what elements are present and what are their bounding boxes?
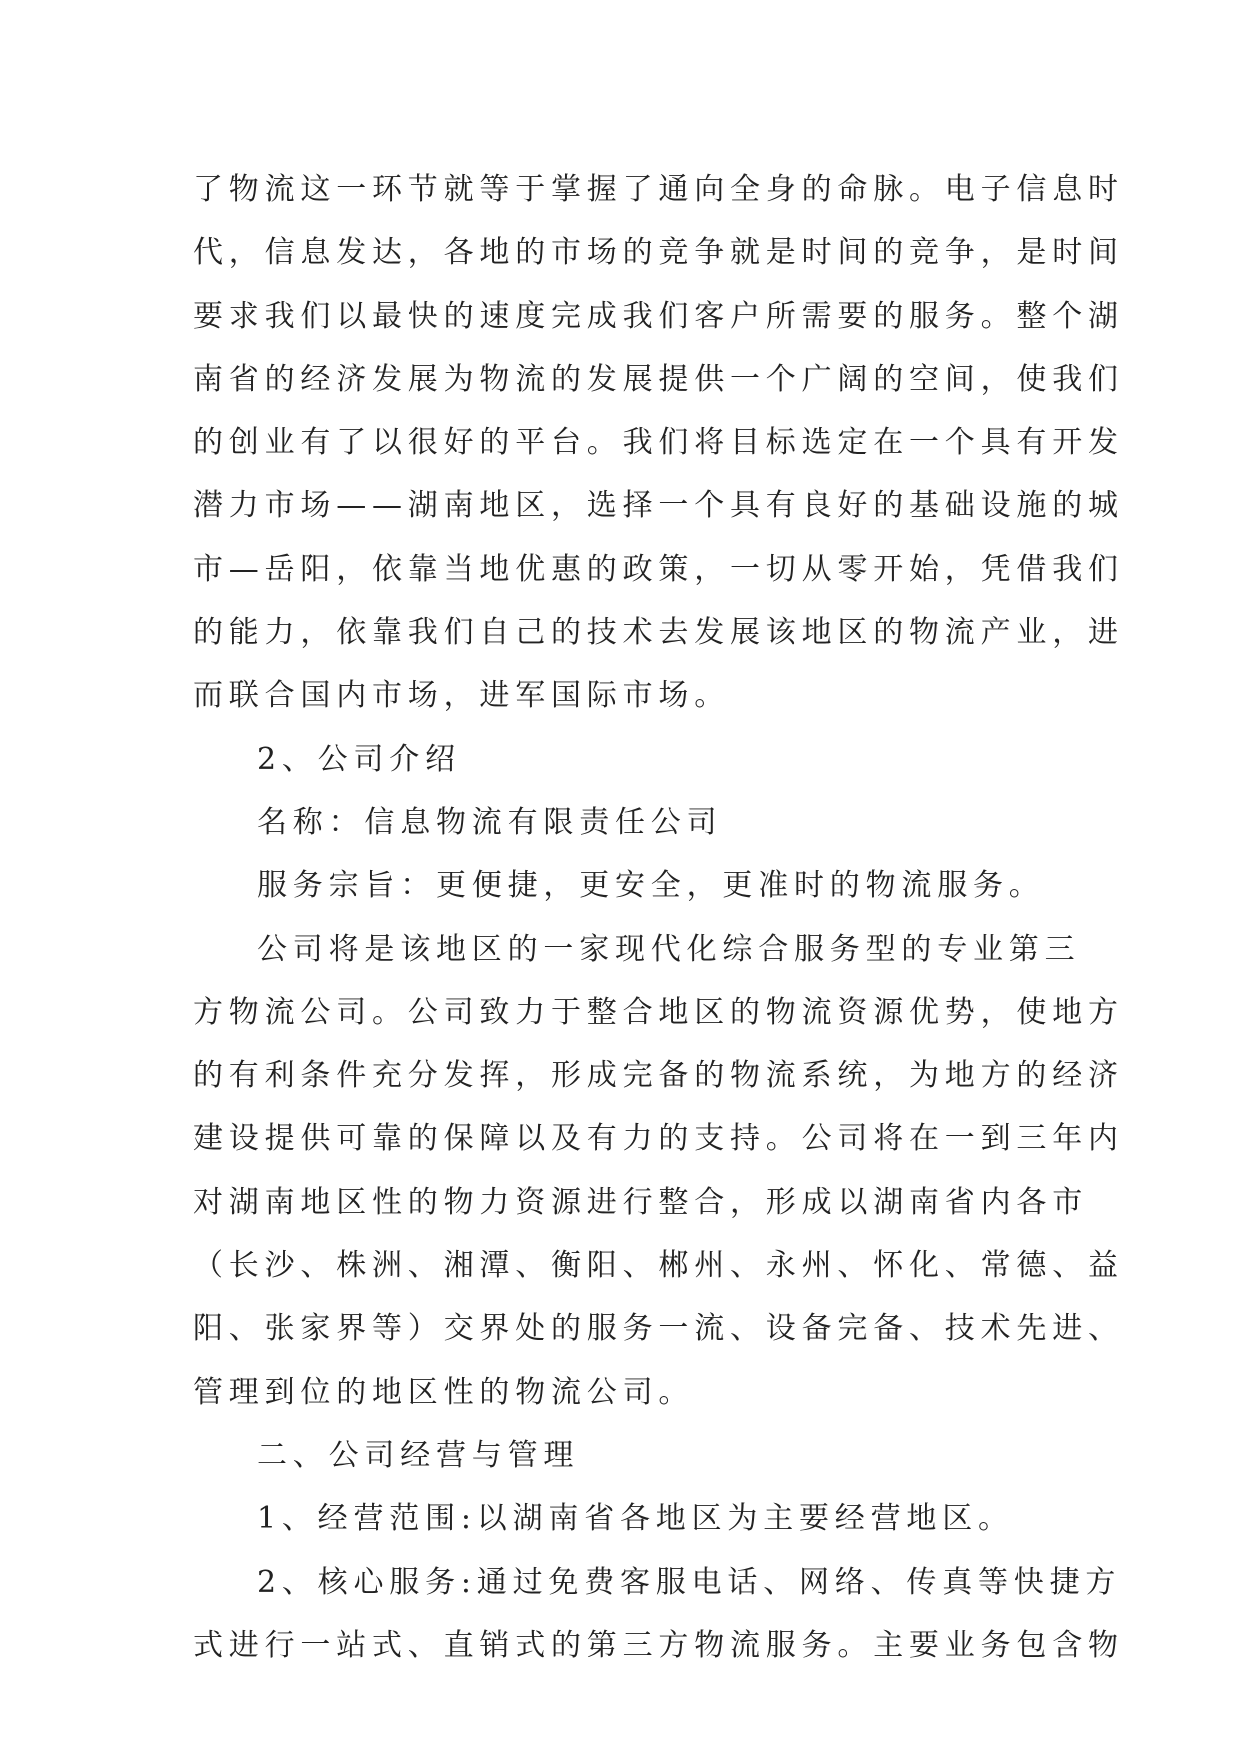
text-line: 对湖南地区性的物力资源进行整合，形成以湖南省内各市 <box>193 1184 1088 1220</box>
text-line: 的能力，依靠我们自己的技术去发展该地区的物流产业，进 <box>193 615 1124 651</box>
text-line: 市—岳阳，依靠当地优惠的政策，一切从零开始，凭借我们 <box>193 551 1124 587</box>
text-line: 式进行一站式、直销式的第三方物流服务。主要业务包含物 <box>193 1627 1124 1663</box>
text-line: （长沙、株洲、湘潭、衡阳、郴州、永州、怀化、常德、益 <box>193 1248 1124 1284</box>
text-line: 要求我们以最快的速度完成我们客户所需要的服务。整个湖 <box>193 298 1124 334</box>
text-line: 了物流这一环节就等于掌握了通向全身的命脉。电子信息时 <box>193 172 1124 207</box>
text-line: 2、公司介绍 <box>257 741 461 777</box>
text-line: 南省的经济发展为物流的发展提供一个广阔的空间，使我们 <box>193 361 1124 397</box>
text-line: 公司将是该地区的一家现代化综合服务型的专业第三 <box>257 931 1081 967</box>
text-line: 建设提供可靠的保障以及有力的支持。公司将在一到三年内 <box>193 1121 1124 1157</box>
text-line: 阳、张家界等）交界处的服务一流、设备完备、技术先进、 <box>193 1311 1124 1347</box>
text-line: 名称：信息物流有限责任公司 <box>257 804 723 840</box>
text-line: 2、核心服务:通过免费客服电话、网络、传真等快捷方 <box>257 1564 1122 1600</box>
text-line: 代，信息发达，各地的市场的竞争就是时间的竞争，是时间 <box>193 235 1124 271</box>
document-body <box>193 158 1124 1677</box>
text-line: 服务宗旨：更便捷，更安全，更准时的物流服务。 <box>257 868 1045 904</box>
text-line: 潜力市场——湖南地区，选择一个具有良好的基础设施的城 <box>193 488 1124 524</box>
text-line: 而联合国内市场，进军国际市场。 <box>193 678 730 714</box>
text-line: 的创业有了以很好的平台。我们将目标选定在一个具有开发 <box>193 425 1124 461</box>
text-line: 方物流公司。公司致力于整合地区的物流资源优势，使地方 <box>193 994 1124 1030</box>
text-line: 二、公司经营与管理 <box>257 1437 580 1473</box>
text-line: 管理到位的地区性的物流公司。 <box>193 1374 695 1410</box>
text-line: 的有利条件充分发挥，形成完备的物流系统，为地方的经济 <box>193 1058 1124 1094</box>
text-line: 1、经营范围:以湖南省各地区为主要经营地区。 <box>257 1501 1014 1537</box>
